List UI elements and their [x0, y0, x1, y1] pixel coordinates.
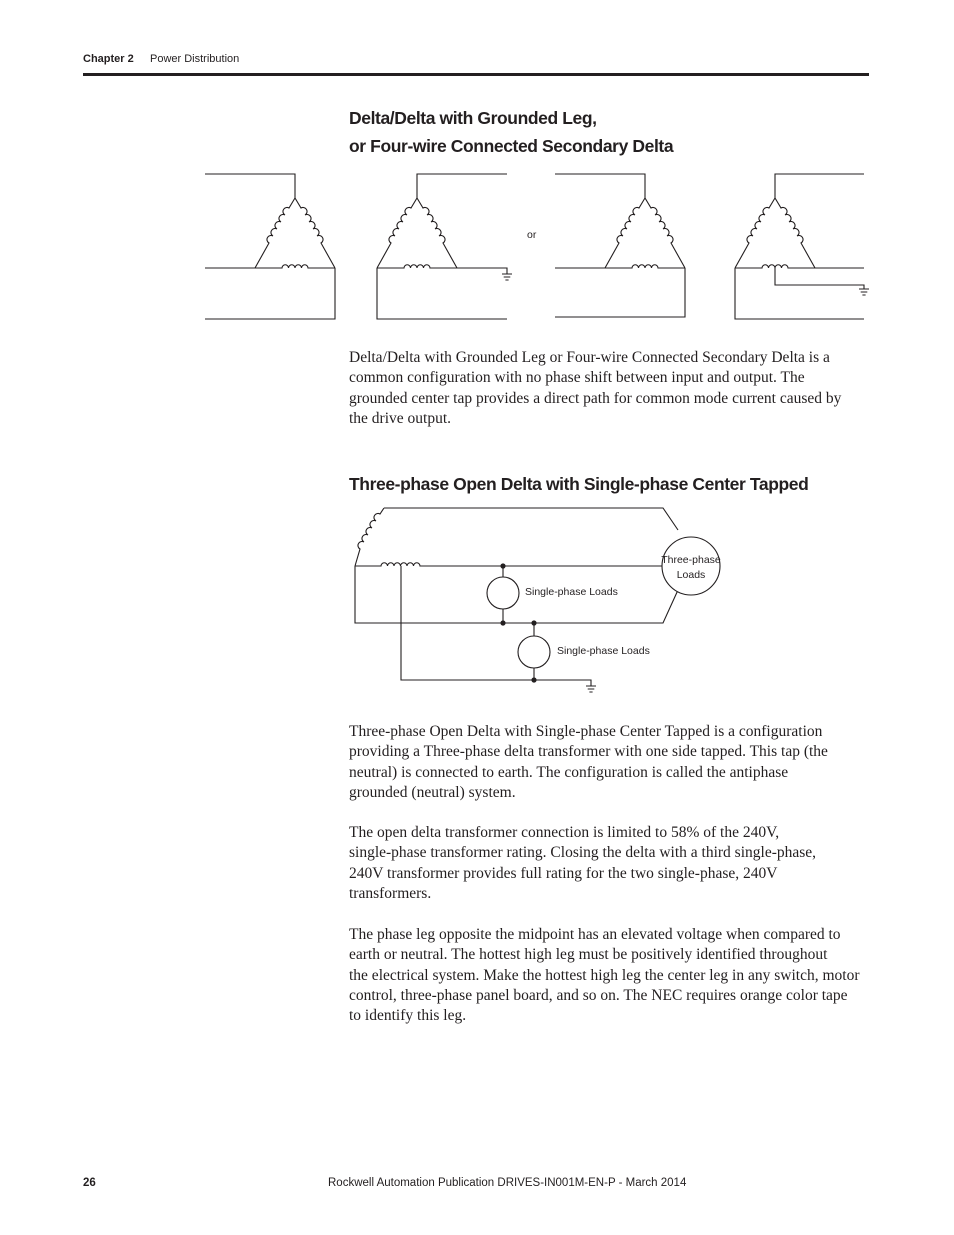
chapter-label: Chapter 2: [83, 53, 134, 65]
section2-paragraph-3: [349, 925, 871, 1026]
s2p2-line-1: The open delta transformer connection is limited to 58% of the 240V,: [349, 824, 780, 841]
section1-title-line-1: Delta/Delta with Grounded Leg,: [349, 108, 597, 128]
section2-paragraph-2: [349, 823, 871, 904]
single-phase-load-2: [518, 636, 550, 668]
s2p1-line-1: Three-phase Open Delta with Single-phase Center Tapped is a configuration: [349, 723, 823, 740]
three-phase-load: [662, 537, 720, 595]
single-phase-label-2: Single-phase Loads: [557, 645, 650, 657]
section-label: Power Distribution: [150, 53, 240, 65]
s2p2-line-2: single-phase transformer rating. Closing the delta with a third single-phase,: [349, 844, 817, 862]
s2p3-line-2: earth or neutral. The hottest high leg must be positively identified throughout: [349, 946, 828, 964]
s2p1-line-4: grounded (neutral) system.: [349, 783, 516, 801]
section1-line-2: common configuration with no phase shift between input and output. The: [349, 369, 805, 387]
s2p3-line-1: The phase leg opposite the midpoint has an elevated voltage when compared to: [349, 926, 841, 943]
publication-info: Rockwell Automation Publication DRIVES-IN001M-EN-P - March 2014: [328, 1177, 687, 1189]
ground-icon: [586, 686, 596, 692]
section1-line-1: Delta/Delta with Grounded Leg or Four-wire Connected Secondary Delta is a: [349, 349, 830, 366]
s2p2-line-3: 240V transformer provides full rating for the two single-phase, 240V: [349, 864, 778, 882]
section1-line-3: grounded center tap provides a direct path for common mode current caused by: [349, 389, 842, 407]
three-phase-label-line-2: Loads: [676, 569, 706, 581]
s2p3-line-3: the electrical system. Make the hottest high leg the center leg in any switch, motor: [349, 966, 860, 984]
page-number: 26: [83, 1177, 96, 1189]
section2-title-text: Three-phase Open Delta with Single-phase Center Tapped: [349, 474, 809, 494]
section2-paragraph-1: [349, 722, 871, 803]
s2p1-line-2: providing a Three-phase delta transformer with one side tapped. This tap (the: [349, 743, 828, 761]
single-phase-label-1: Single-phase Loads: [525, 586, 618, 598]
section1-line-4: the drive output.: [349, 409, 452, 427]
three-phase-label-line-1: Three-phase: [661, 554, 721, 566]
single-phase-load-1: [487, 577, 519, 609]
or-label: or: [527, 229, 537, 241]
s2p2-line-4: transformers.: [349, 884, 432, 902]
section1-title-line-2: or Four-wire Connected Secondary Delta: [349, 136, 674, 156]
s2p3-line-4: control, three-phase panel board, and so on. The NEC requires orange color tape: [349, 986, 848, 1004]
s2p1-line-3: neutral) is connected to earth. The configuration is called the antiphase: [349, 763, 789, 781]
s2p3-line-5: to identify this leg.: [349, 1007, 467, 1025]
